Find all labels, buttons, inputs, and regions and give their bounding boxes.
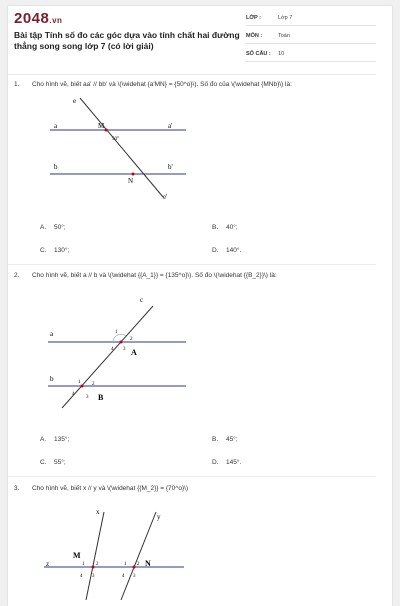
label-b1: 1: [78, 380, 81, 385]
option-2c[interactable]: C. 55°;: [40, 459, 66, 466]
label-n1: 1: [124, 562, 127, 567]
label-y: y: [157, 513, 161, 521]
label-a: a: [50, 330, 54, 338]
meta-subject: MÔN : Toán: [246, 28, 376, 44]
label-c: c: [140, 296, 144, 304]
option-2a[interactable]: A. 135°;: [40, 436, 70, 443]
question-1-text: 1. Cho hình vẽ, biết aa' // bb' và \(\widehat {a'MN} = {50^o}\). Số đo của \(\widehat {MNb}\) là:: [14, 81, 292, 88]
label-n4: 4: [122, 574, 125, 579]
label-b4: 4: [72, 392, 75, 397]
label-e-prime: e': [163, 193, 168, 201]
label-a: a: [54, 122, 58, 130]
meta-question-count: SỐ CÂU : 10: [246, 46, 376, 62]
question-2-text: 2. Cho hình vẽ, biết a // b và \(\widehat {{A_1}} = {135^o}\). Số đo \(\widehat {{B_2}}\) là:: [14, 272, 277, 279]
label-M: M: [73, 551, 81, 560]
label-m2: 2: [96, 562, 99, 567]
meta-grade: LỚP : Lớp 7: [246, 10, 376, 26]
label-b: b: [54, 163, 58, 171]
site-logo[interactable]: 2048.vn: [14, 10, 63, 27]
label-n: N: [128, 177, 134, 185]
label-a3: 3: [123, 347, 126, 352]
label-a1: 1: [115, 330, 118, 335]
label-m1: 1: [82, 562, 85, 567]
label-m3: 3: [92, 574, 95, 579]
label-b3: 3: [86, 395, 89, 400]
label-n3: 3: [133, 574, 136, 579]
label-angle-50: 50°: [112, 137, 119, 142]
document-title: Bài tập Tính số đo các góc dựa vào tính chất hai đường thẳng song song lớp 7 (có lời giải): [14, 30, 240, 51]
label-e: e: [73, 97, 77, 105]
question-3-text: 3. Cho hình vẽ, biết x // y và \(\widehat {{M_2}} = {70^o}\): [14, 485, 189, 492]
option-2b[interactable]: B. 45°;: [212, 436, 238, 443]
label-b: b: [50, 375, 54, 383]
label-n2: 2: [137, 562, 140, 567]
option-1c[interactable]: C. 130°;: [40, 247, 70, 254]
label-a2: 2: [130, 337, 133, 342]
label-A: A: [131, 348, 137, 357]
option-1b[interactable]: B. 40°;: [212, 224, 238, 231]
label-m4: 4: [80, 574, 83, 579]
label-m: M: [98, 122, 105, 130]
label-z: z: [46, 560, 50, 568]
label-b-prime: b': [168, 163, 173, 171]
label-a-prime: a': [168, 122, 173, 130]
label-x: x: [96, 508, 100, 516]
label-a4: 4: [111, 347, 114, 352]
label-N: N: [145, 559, 151, 568]
option-1d[interactable]: D. 140°.: [212, 247, 242, 254]
option-2d[interactable]: D. 145°.: [212, 459, 242, 466]
option-1a[interactable]: A. 50°;: [40, 224, 66, 231]
label-b2: 2: [92, 382, 95, 387]
label-B: B: [98, 393, 104, 402]
